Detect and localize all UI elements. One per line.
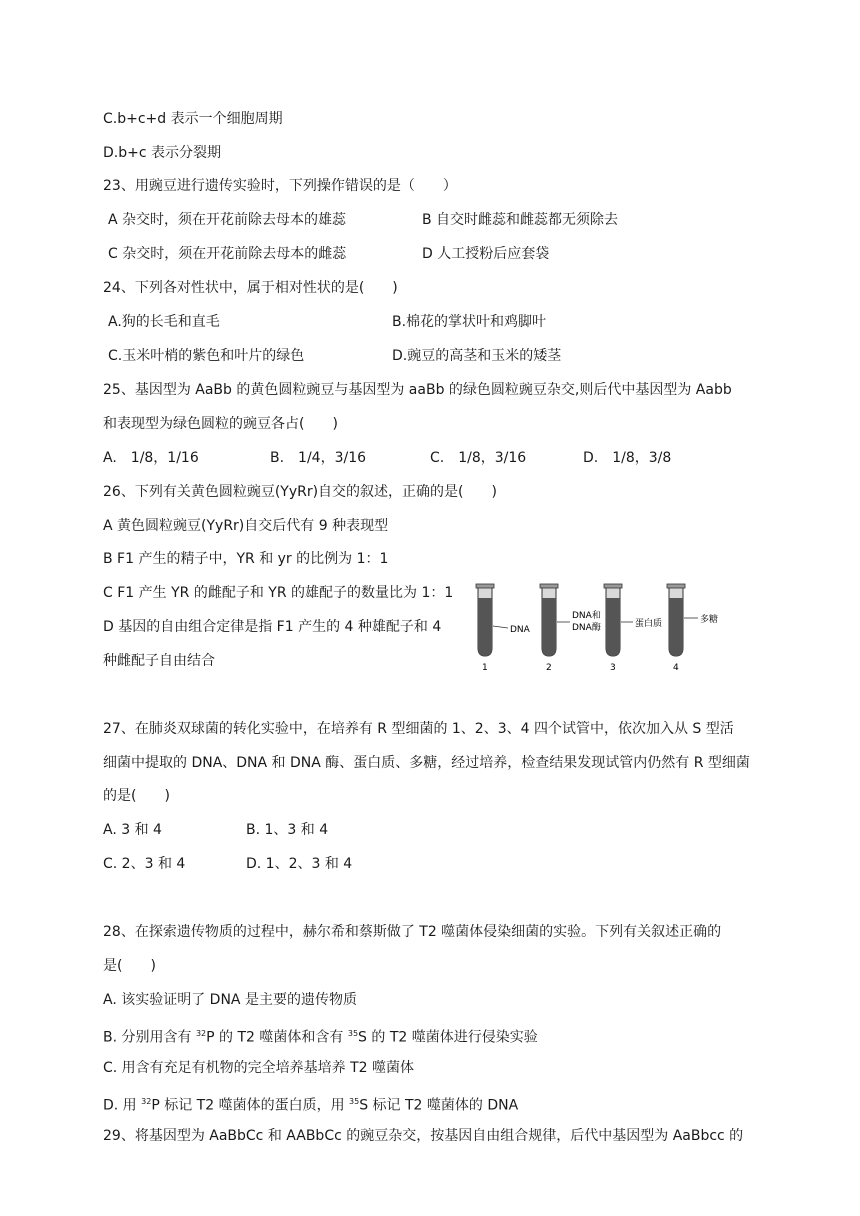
q26-stem: 26、下列有关黄色圆粒豌豆(YyRr)自交的叙述，正确的是( ) <box>103 484 497 500</box>
q28b-sup-32: 32 <box>195 1029 207 1038</box>
q27-option-b: B. 1、3 和 4 <box>246 822 329 838</box>
q28-stem-line2: 是( ) <box>103 958 156 974</box>
q24-stem: 24、下列各对性状中，属于相对性状的是( ) <box>103 280 398 296</box>
q27-option-d: D. 1、2、3 和 4 <box>246 856 353 872</box>
q26-option-d-line1: D 基因的自由组合定律是指 F1 产生的 4 种雄配子和 4 <box>103 619 442 635</box>
q28d-sup-32: 32 <box>141 1097 152 1106</box>
q27-stem-line2: 细菌中提取的 DNA、DNA 和 DNA 酶、蛋白质、多糖，经过培养，检查结果发现试管内仍然有 R 型细菌 <box>103 755 750 771</box>
q24-option-c: C.玉米叶梢的紫色和叶片的绿色 <box>108 348 305 364</box>
tube-1 <box>476 584 508 656</box>
q28b-mid: P 的 T2 噬菌体和含有 <box>206 1029 348 1046</box>
q22-option-d: D.b+c 表示分裂期 <box>103 145 221 161</box>
tube-label-dna: DNA <box>510 625 530 635</box>
q28b-suffix: S 的 T2 噬菌体进行侵染实验 <box>358 1029 538 1046</box>
q28-option-b <box>103 1024 538 1048</box>
tube-2 <box>540 584 570 656</box>
q24-option-b: B.棉花的掌状叶和鸡脚叶 <box>392 314 547 330</box>
tube-number-3: 3 <box>610 663 616 673</box>
q28-option-d <box>103 1092 518 1116</box>
q28d-mid: P 标记 T2 噬菌体的蛋白质，用 <box>151 1097 350 1114</box>
tube-label-dnase: DNA酶 <box>572 623 601 633</box>
q28-option-c: C. 用含有充足有机物的完全培养基培养 T2 噬菌体 <box>103 1060 415 1076</box>
q22-option-c: C.b+c+d 表示一个细胞周期 <box>103 111 283 127</box>
q27-option-c: C. 2、3 和 4 <box>103 856 186 872</box>
tube-label-polysaccharide: 多糖 <box>700 615 719 625</box>
q25-option-c: C. 1/8，3/16 <box>430 450 527 466</box>
q28-stem-line1: 28、在探索遗传物质的过程中，赫尔希和蔡斯做了 T2 噬菌体侵染细菌的实验。下列有关叙述正确的 <box>103 924 722 940</box>
q27-option-a: A. 3 和 4 <box>103 822 162 838</box>
tube-number-2: 2 <box>546 663 552 673</box>
q26-option-b: B F1 产生的精子中，YR 和 yr 的比例为 1：1 <box>103 551 389 567</box>
q28-option-a: A. 该实验证明了 DNA 是主要的遗传物质 <box>103 992 357 1008</box>
q26-option-a: A 黄色圆粒豌豆(YyRr)自交后代有 9 种表现型 <box>103 518 389 534</box>
q25-option-b: B. 1/4，3/16 <box>270 450 367 466</box>
q24-option-d: D.豌豆的高茎和玉米的矮茎 <box>392 348 562 364</box>
q25-option-d: D. 1/8，3/8 <box>583 450 672 466</box>
q28b-sup-35: 35 <box>347 1029 359 1038</box>
q23-option-c: C 杂交时，须在开花前除去母本的雌蕊 <box>108 246 347 262</box>
tube-4 <box>667 584 698 656</box>
q28d-suffix: S 标记 T2 噬菌体的 DNA <box>359 1097 519 1114</box>
q25-stem-line1: 25、基因型为 AaBb 的黄色圆粒豌豆与基因型为 aaBb 的绿色圆粒豌豆杂交,则后代中基因型为 Aabb <box>103 382 732 398</box>
tube-label-dna-and: DNA和 <box>572 611 601 621</box>
q23-stem: 23、用豌豆进行遗传实验时，下列操作错误的是（ ） <box>103 178 457 194</box>
tube-number-4: 4 <box>673 663 679 673</box>
tube-number-1: 1 <box>482 663 488 673</box>
tube-3 <box>604 584 633 656</box>
q25-option-a: A. 1/8，1/16 <box>103 450 199 466</box>
q23-option-d: D 人工授粉后应套袋 <box>422 246 550 262</box>
q23-option-b: B 自交时雌蕊和雌蕊都无须除去 <box>422 212 619 228</box>
q28d-sup-35: 35 <box>349 1097 360 1106</box>
q26-option-d-line2: 种雌配子自由结合 <box>103 653 215 669</box>
q27-stem-line1: 27、在肺炎双球菌的转化实验中，在培养有 R 型细菌的 1、2、3、4 四个试管中，依次加入从 S 型活 <box>103 721 734 737</box>
q28b-prefix: B. 分别用含有 <box>103 1029 196 1046</box>
q29-stem-line1: 29、将基因型为 AaBbCc 和 AABbCc 的豌豆杂交，按基因自由组合规律，后代中基因型为 AaBbcc 的 <box>103 1128 744 1144</box>
q24-option-a: A.狗的长毛和直毛 <box>108 314 220 330</box>
test-tube-figure <box>472 578 772 674</box>
q27-stem-line3: 的是( ) <box>103 788 170 804</box>
q23-option-a: A 杂交时，须在开花前除去母本的雄蕊 <box>108 212 347 228</box>
q25-stem-line2: 和表现型为绿色圆粒的豌豆各占( ) <box>103 416 338 432</box>
q28d-prefix: D. 用 <box>103 1097 142 1114</box>
tube-label-protein: 蛋白质 <box>635 619 663 629</box>
q26-option-c: C F1 产生 YR 的雌配子和 YR 的雄配子的数量比为 1：1 <box>103 585 454 601</box>
